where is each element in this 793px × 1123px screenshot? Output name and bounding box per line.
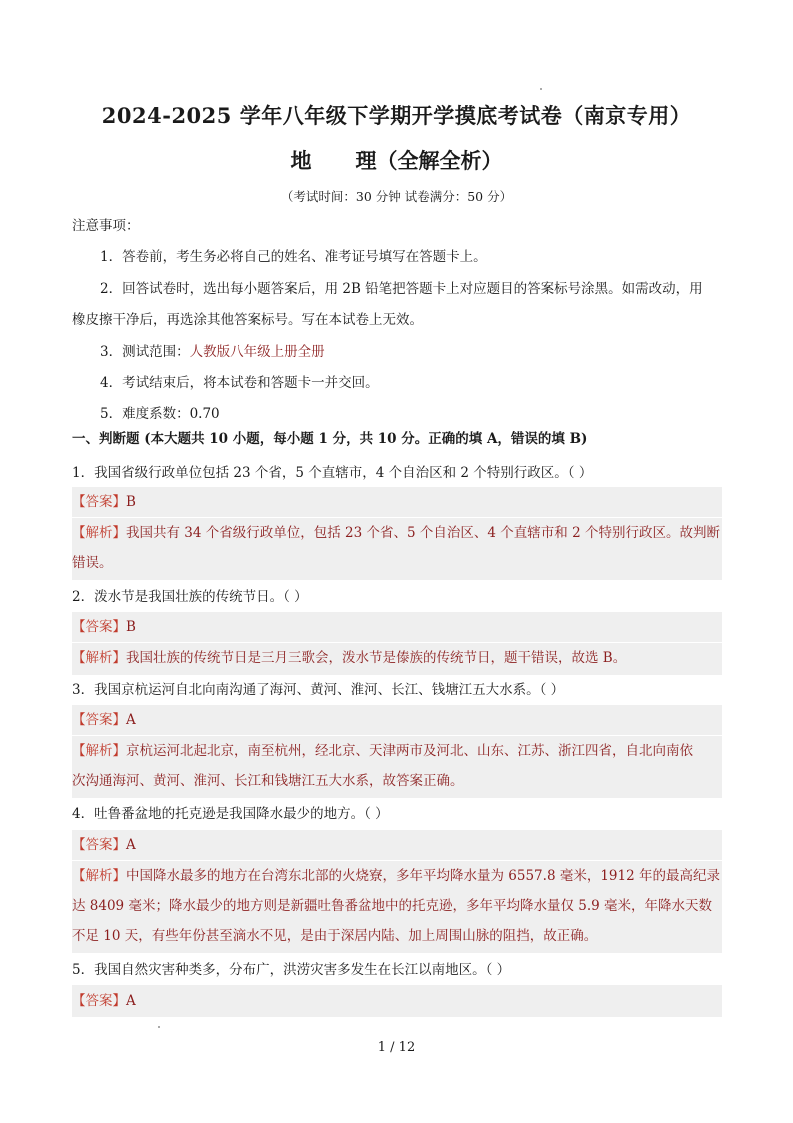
question-5: 5．我国自然灾害种类多，分布广，洪涝灾害多发生在长江以南地区。（ ） [72, 962, 511, 978]
analysis-text: 中国降水最多的地方在台湾东北部的火烧寮，多年平均降水量为 6557.8 毫米，1912 年的最高纪录 [126, 868, 720, 884]
analysis-line [72, 736, 722, 766]
section-heading: 一、判断题 (本大题共 10 小题，每小题 1 分，共 10 分。正确的填 A，错误的填 B) [72, 431, 588, 447]
answer-value: A [126, 993, 136, 1009]
scan-dot [158, 1026, 160, 1028]
analysis-line [72, 518, 722, 548]
answer-value: B [126, 619, 136, 635]
answer-line [72, 492, 136, 512]
answer-line [72, 835, 136, 855]
answer-label: 【答案】 [72, 619, 126, 635]
answer-label: 【答案】 [72, 494, 126, 510]
answer-value: B [126, 494, 136, 510]
analysis-line: 次沟通海河、黄河、淮河、长江和钱塘江五大水系，故答案正确。 [72, 773, 464, 789]
answer-block-1 [72, 487, 722, 517]
analysis-block-2 [72, 643, 722, 675]
analysis-label: 【解析】 [72, 743, 126, 759]
analysis-line [72, 643, 722, 673]
answer-block-5 [72, 985, 722, 1017]
note-3-value: 人教版八年级上册全册 [189, 344, 325, 360]
note-1: 1．答卷前，考生务必将自己的姓名、准考证号填写在答题卡上。 [100, 249, 487, 265]
analysis-label: 【解析】 [72, 650, 126, 666]
analysis-text: 我国共有 34 个省级行政单位，包括 23 个省、5 个自治区、4 个直辖市和 2 个特别行政区。故判断 [126, 525, 720, 541]
answer-line [72, 617, 136, 637]
subject-char-1: 地 [290, 148, 312, 173]
answer-line [72, 710, 136, 730]
scan-dot [540, 88, 542, 90]
notes-heading: 注意事项： [72, 218, 140, 234]
note-2-cont: 橡皮擦干净后，再选涂其他答案标号。写在本试卷上无效。 [72, 312, 423, 328]
document-title: 2024-2025 学年八年级下学期开学摸底考试卷（南京专用） [101, 103, 692, 128]
analysis-text: 京杭运河北起北京，南至杭州，经北京、天津两市及河北、山东、江苏、浙江四省，自北向南依 [126, 743, 693, 759]
answer-label: 【答案】 [72, 993, 126, 1009]
note-2: 2．回答试卷时，选出每小题答案后，用 2B 铅笔把答题卡上对应题目的答案标号涂黑。如需改动，用 [100, 281, 703, 297]
analysis-line: 错误。 [72, 555, 113, 571]
question-4: 4．吐鲁番盆地的托克逊是我国降水最少的地方。（ ） [72, 806, 389, 822]
subject-rest: 理（全解全析） [355, 148, 503, 173]
analysis-text: 我国壮族的传统节日是三月三歌会，泼水节是傣族的传统节日，题干错误，故选 B。 [126, 650, 627, 666]
answer-block-3 [72, 705, 722, 735]
note-5: 5．难度系数：0.70 [100, 406, 220, 422]
answer-block-2 [72, 612, 722, 642]
analysis-line: 不足 10 天，有些年份甚至滴水不见，是由于深居内陆、加上周围山脉的阻挡，故正确。 [72, 928, 598, 944]
answer-value: A [126, 837, 136, 853]
answer-block-4 [72, 830, 722, 860]
analysis-label: 【解析】 [72, 525, 126, 541]
note-3 [100, 342, 325, 362]
analysis-label: 【解析】 [72, 868, 126, 884]
answer-value: A [126, 712, 136, 728]
note-4: 4．考试结束后，将本试卷和答题卡一并交回。 [100, 375, 379, 391]
page-number: 1 / 12 [377, 1040, 416, 1055]
answer-line [72, 991, 136, 1011]
question-1: 1．我国省级行政单位包括 23 个省，5 个直辖市，4 个自治区和 2 个特别行政区。（ ） [72, 465, 593, 481]
analysis-line [72, 861, 722, 891]
answer-label: 【答案】 [72, 712, 126, 728]
analysis-block-1 [72, 518, 722, 580]
exam-info: （考试时间：30 分钟 试卷满分：50 分） [280, 189, 513, 204]
note-3-label: 3．测试范围： [100, 344, 190, 360]
analysis-block-3 [72, 736, 722, 798]
analysis-block-4 [72, 861, 722, 953]
analysis-line: 达 8409 毫米；降水最少的地方则是新疆吐鲁番盆地中的托克逊，多年平均降水量仅 5.9 毫米，年降水天数 [72, 898, 712, 914]
question-3: 3．我国京杭运河自北向南沟通了海河、黄河、淮河、长江、钱塘江五大水系。（ ） [72, 682, 565, 698]
question-2: 2．泼水节是我国壮族的传统节日。（ ） [72, 589, 308, 605]
answer-label: 【答案】 [72, 837, 126, 853]
document-subtitle [0, 145, 793, 175]
